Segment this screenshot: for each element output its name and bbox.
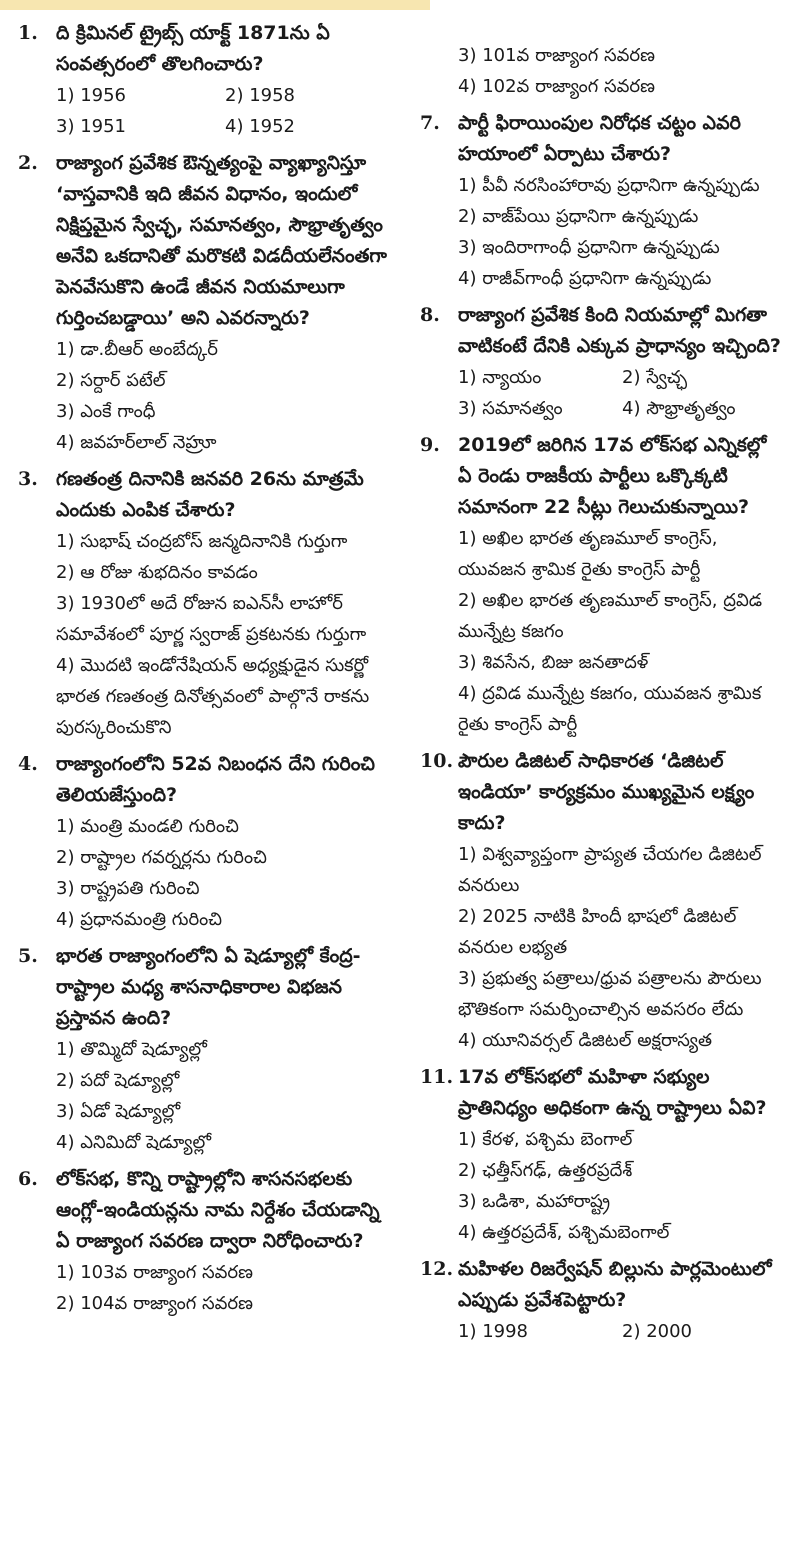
- option: 3) 1951: [56, 116, 127, 137]
- question-text: రాజ్యాంగంలోని 52వ నిబంధన దేని గురించి తెలియజేస్తుంది?: [56, 753, 375, 806]
- question-text: రాజ్యాంగ ప్రవేశిక కింది నియమాల్లో మిగతా వాటికంటే దేనికి ఎక్కువ ప్రాధాన్యం ఇచ్చింది?: [458, 304, 781, 357]
- question-text: ది క్రిమినల్ ట్రైబ్స్ యాక్ట్ 1871ను ఏ సంవత్సరంలో తొలగించారు?: [56, 22, 330, 75]
- option: 1) డా.బీఆర్ అంబేద్కర్: [56, 339, 218, 360]
- question-text: మహిళల రిజర్వేషన్ బిల్లును పార్లమెంటులో ఎప్పుడు ప్రవేశపెట్టారు?: [458, 1258, 772, 1311]
- question-number: 8.: [420, 304, 440, 326]
- question-number: 4.: [18, 753, 38, 775]
- question-3: [18, 464, 394, 743]
- question-5: [18, 941, 394, 1158]
- question-number: 7.: [420, 112, 440, 134]
- option: 2) ఆ రోజు శుభదినం కావడం: [56, 562, 258, 583]
- question-text: లోక్‌సభ, కొన్ని రాష్ట్రాల్లోని శాసనసభలకు ఆంగ్లో-ఇండియన్లను నామ నిర్దేశం చేయడాన్ని ఏ రాజ్యాంగ సవరణ ద్వారా నిరోధించారు?: [56, 1168, 380, 1252]
- question-text: 2019లో జరిగిన 17వ లోక్‌సభ ఎన్నికల్లో ఏ రెండు రాజకీయ పార్టీలు ఒక్కొక్కటి సమానంగా 22 సీట్లు గెలుచుకున్నాయి?: [458, 434, 767, 518]
- question-6: [18, 1164, 394, 1319]
- option: 1) విశ్వవ్యాప్తంగా ప్రాప్యత చేయగల డిజిటల్ వనరులు: [458, 844, 762, 896]
- option: 4) 102వ రాజ్యాంగ సవరణ: [458, 76, 655, 97]
- option: 4) ప్రధానమంత్రి గురించి: [56, 909, 223, 930]
- option: 4) రాజీవ్‌గాంధీ ప్రధానిగా ఉన్నప్పుడు: [458, 268, 712, 289]
- option: 1) 1956: [56, 85, 127, 106]
- question-text: భారత రాజ్యాంగంలోని ఏ షెడ్యూల్లో కేంద్ర-రాష్ట్రాల మధ్య శాసనాధికారాల విభజన ప్రస్తావన ఉంది?: [56, 945, 361, 1029]
- question-2: [18, 148, 394, 458]
- option: 3) శివసేన, బిజు జనతాదళ్: [458, 652, 649, 673]
- option: 2) పదో షెడ్యూల్లో: [56, 1070, 180, 1091]
- question-number: 6.: [18, 1168, 38, 1190]
- option: 4) యూనివర్సల్ డిజిటల్ అక్షరాస్యత: [458, 1030, 712, 1051]
- option: 4) 1952: [225, 116, 296, 137]
- question-text: రాజ్యాంగ ప్రవేశిక ఔన్నత్యంపై వ్యాఖ్యానిస్తూ ‘వాస్తవానికి ఇది జీవన విధానం, ఇందులో నిక్షిప్తమైన స్వేచ్ఛ, సమానత్వం, సౌభ్రాతృత్వం అనేవి ఒకదానితో మరొకటి విడదీయలేనంతగా పెనవేసుకొని ఉండే జీవన నియమాలుగా గుర్తించబడ్డాయి’ అని ఎవరన్నారు?: [56, 152, 387, 329]
- right-column: [420, 40, 786, 1353]
- option: 3) రాష్ట్రపతి గురించి: [56, 878, 200, 899]
- option: 3) ఏడో షెడ్యూల్లో: [56, 1101, 181, 1122]
- option: 4) ద్రవిడ మున్నేట్ర కజగం, యువజన శ్రామిక రైతు కాంగ్రెస్ పార్టీ: [458, 683, 762, 735]
- question-6-continued: [420, 40, 786, 102]
- option: 2) ఛత్తీస్‌గఢ్, ఉత్తరప్రదేశ్: [458, 1160, 633, 1181]
- question-12: [420, 1254, 786, 1347]
- option: 2) 104వ రాజ్యాంగ సవరణ: [56, 1293, 253, 1314]
- question-number: 9.: [420, 434, 440, 456]
- option: 4) ఉత్తరప్రదేశ్, పశ్చిమబెంగాల్: [458, 1222, 670, 1243]
- question-number: 5.: [18, 945, 38, 967]
- option: 4) మొదటి ఇండోనేషియన్ అధ్యక్షుడైన సుకర్ణో భారత గణతంత్ర దినోత్సవంలో పాల్గొనే రాకను పురస్కరించుకొని: [56, 655, 370, 738]
- option: 1) తొమ్మిదో షెడ్యూల్లో: [56, 1039, 207, 1060]
- header-accent-bar: [0, 0, 430, 10]
- option: 2) రాష్ట్రాల గవర్నర్లను గురించి: [56, 847, 267, 868]
- question-number: 12.: [420, 1258, 454, 1280]
- option: 3) ఒడిశా, మహారాష్ట్ర: [458, 1191, 611, 1212]
- question-number: 10.: [420, 750, 454, 772]
- question-4: [18, 749, 394, 935]
- option: 3) ఇందిరాగాంధీ ప్రధానిగా ఉన్నప్పుడు: [458, 237, 720, 258]
- option: 3) 1930లో అదే రోజున ఐఎన్‌సీ లాహోర్ సమావేశంలో పూర్ణ స్వరాజ్ ప్రకటనకు గుర్తుగా: [56, 593, 367, 645]
- question-1: [18, 18, 394, 142]
- option: 2) స్వేచ్ఛ: [622, 367, 688, 388]
- question-11: [420, 1062, 786, 1248]
- option: 1) సుభాష్ చంద్రబోస్ జన్మదినానికి గుర్తుగా: [56, 531, 348, 552]
- question-text: గణతంత్ర దినానికి జనవరి 26ను మాత్రమే ఎందుకు ఎంపిక చేశారు?: [56, 468, 364, 521]
- option: 2) 2025 నాటికి హిందీ భాషలో డిజిటల్ వనరుల లభ్యత: [458, 906, 737, 958]
- question-text: 17వ లోక్‌సభలో మహిళా సభ్యుల ప్రాతినిధ్యం అధికంగా ఉన్న రాష్ట్రాలు ఏవి?: [458, 1066, 767, 1119]
- option: 3) ప్రభుత్వ పత్రాలు/ధ్రువ పత్రాలను పౌరులు భౌతికంగా సమర్పించాల్సిన అవసరం లేదు: [458, 968, 762, 1020]
- option: 3) ఎంకే గాంధీ: [56, 401, 156, 422]
- question-text: పార్టీ ఫిరాయింపుల నిరోధక చట్టం ఎవరి హయాంలో ఏర్పాటు చేశారు?: [458, 112, 741, 165]
- option: 2) 1958: [225, 85, 296, 106]
- question-number: 11.: [420, 1066, 454, 1088]
- option: 1) కేరళ, పశ్చిమ బెంగాల్: [458, 1129, 633, 1150]
- option: 2) సర్దార్ పటేల్: [56, 370, 166, 391]
- option: 4) జవహర్‌లాల్ నెహ్రూ: [56, 432, 217, 453]
- question-8: [420, 300, 786, 424]
- question-7: [420, 108, 786, 294]
- option: 3) 101వ రాజ్యాంగ సవరణ: [458, 45, 655, 66]
- option: 1) 103వ రాజ్యాంగ సవరణ: [56, 1262, 253, 1283]
- option: 1) పీవీ నరసింహారావు ప్రధానిగా ఉన్నప్పుడు: [458, 175, 760, 196]
- question-number: 2.: [18, 152, 38, 174]
- option: 1) న్యాయం: [458, 367, 542, 388]
- question-number: 3.: [18, 468, 38, 490]
- option: 1) మంత్రి మండలి గురించి: [56, 816, 239, 837]
- question-9: [420, 430, 786, 740]
- option: 4) ఎనిమిదో షెడ్యూల్లో: [56, 1132, 211, 1153]
- left-column: [18, 18, 394, 1325]
- question-10: [420, 746, 786, 1056]
- option: 3) సమానత్వం: [458, 398, 563, 419]
- option: 2) వాజ్‌పేయి ప్రధానిగా ఉన్నప్పుడు: [458, 206, 699, 227]
- question-number: 1.: [18, 22, 38, 44]
- option: 4) సౌభ్రాతృత్వం: [622, 398, 736, 419]
- option: 2) 2000: [622, 1321, 693, 1342]
- option: 2) అఖిల భారత తృణమూల్ కాంగ్రెస్, ద్రవిడ మున్నేట్ర కజగం: [458, 590, 763, 642]
- question-text: పౌరుల డిజిటల్ సాధికారత ‘డిజిటల్ ఇండియా’ కార్యక్రమం ముఖ్యమైన లక్ష్యం కాదు?: [458, 750, 755, 834]
- option: 1) అఖిల భారత తృణమూల్ కాంగ్రెస్, యువజన శ్రామిక రైతు కాంగ్రెస్ పార్టీ: [458, 528, 718, 580]
- option: 1) 1998: [458, 1321, 529, 1342]
